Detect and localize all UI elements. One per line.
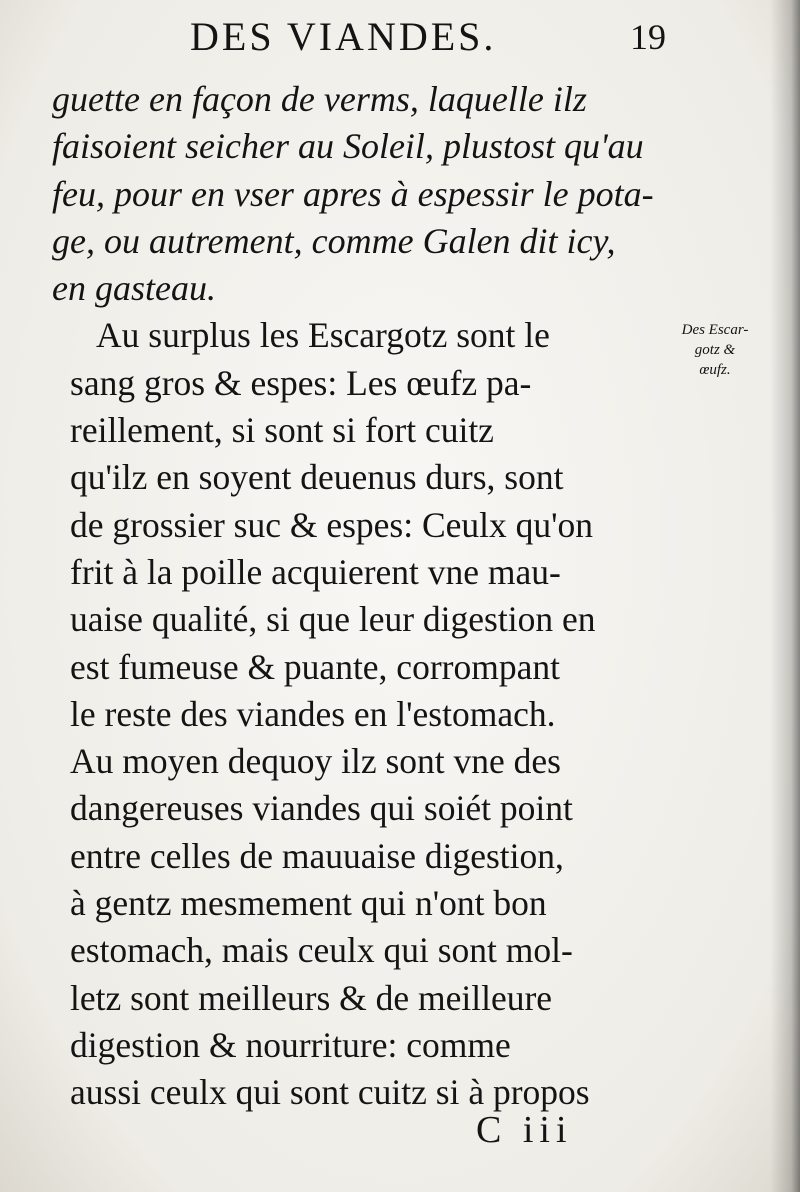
marginal-note-line: gotz & <box>694 342 736 358</box>
marginal-note <box>660 320 770 380</box>
text-line: faisoient seicher au Soleil, plustost qu'au <box>52 126 644 167</box>
marginal-note-line: œufz. <box>699 362 731 378</box>
marginal-note-line: Des Escar- <box>681 322 749 338</box>
text-line: ge, ou autrement, comme Galen dit icy, <box>52 220 616 261</box>
text-line: en gasteau. <box>52 268 216 309</box>
text-line: est fumeuse & puante, corrompant <box>70 646 560 687</box>
text-line: letz sont meilleurs & de meilleure <box>70 977 553 1018</box>
text-line: Au moyen dequoy ilz sont vne des <box>70 741 562 782</box>
text-line: digestion & nourriture: comme <box>70 1024 511 1065</box>
text-line: de grossier suc & espes: Ceulx qu'on <box>70 504 594 545</box>
text-line: aussi ceulx qui sont cuitz si à propos <box>70 1072 590 1113</box>
text-line: qu'ilz en soyent deuenus durs, sont <box>70 457 564 498</box>
running-title: DES VIANDES. <box>190 14 497 59</box>
text-line: reillement, si sont si fort cuitz <box>70 410 494 451</box>
text-line: estomach, mais ceulx qui sont mol- <box>70 930 573 971</box>
text-line: feu, pour en vser apres à espessir le pota- <box>52 173 654 214</box>
body-text <box>52 76 672 1117</box>
text-line: guette en façon de verms, laquelle ilz <box>52 79 587 119</box>
text-line: sang gros & espes: Les œufz pa- <box>70 362 532 403</box>
page-header <box>190 12 690 62</box>
page-number: 19 <box>630 17 666 57</box>
signature-mark: C iii <box>476 1109 573 1151</box>
text-line: dangereuses viandes qui soiét point <box>70 788 573 829</box>
text-line: uaise qualité, si que leur digestion en <box>70 599 596 640</box>
text-line: Au surplus les Escargotz sont le <box>96 315 550 356</box>
text-line: à gentz mesmement qui n'ont bon <box>70 883 547 924</box>
text-line: entre celles de mauuaise digestion, <box>70 835 564 876</box>
text-line: frit à la poille acquierent vne mau- <box>70 551 561 592</box>
text-line: le reste des viandes en l'estomach. <box>70 693 556 734</box>
page-edge-shadow <box>770 0 800 1192</box>
